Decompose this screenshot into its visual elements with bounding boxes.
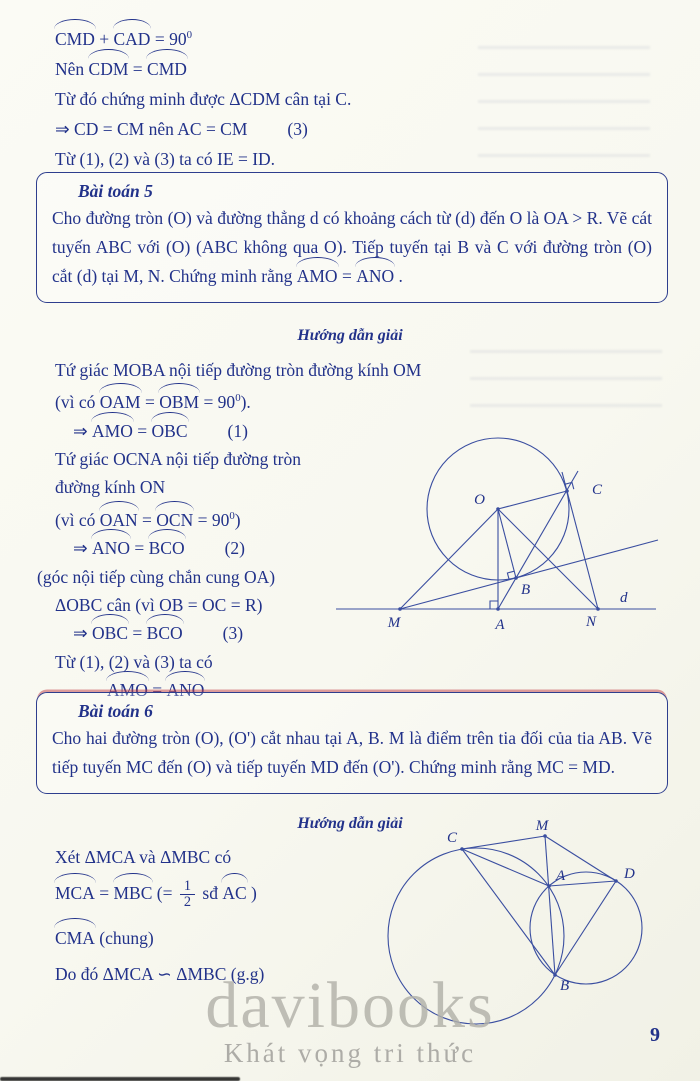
fraction: $\frac{1}{2}$ <box>180 879 195 912</box>
point-C <box>565 489 569 493</box>
solution-line: Từ (1), (2) và (3) ta có <box>55 651 213 672</box>
label-B: B <box>521 582 531 598</box>
solution-line: (vì có OAN = OCN = $90^0$) <box>55 502 389 534</box>
solution-line: MCA = MBC (= $\frac{1}{2}$ sđ AC ) <box>55 877 257 911</box>
label-D: D <box>624 866 635 882</box>
problem-5-title: Bài toán 5 <box>78 181 153 201</box>
solution-line: Tứ giác MOBA nội tiếp đường tròn đường kính OM <box>55 360 422 380</box>
label-N: N <box>585 614 597 630</box>
solution-heading-2: Hướng dẫn giải <box>297 815 403 832</box>
problem-6-title: Bài toán 6 <box>78 701 153 721</box>
solution-line: ⇒ OBC = BCO (3) <box>55 619 389 647</box>
solution-line: CMA (chung) <box>55 923 385 953</box>
label-O: O <box>474 492 485 508</box>
previous-proof-block <box>55 20 665 174</box>
solution-conclusion: AMO = ANO <box>55 676 389 704</box>
label-B: B <box>560 978 570 994</box>
point-B <box>514 576 518 580</box>
proof-line: Từ (1), (2) và (3) ta có IE = ID. <box>55 148 276 169</box>
point-N <box>596 607 600 611</box>
segment-OB <box>498 509 516 578</box>
point-O <box>496 507 500 511</box>
watermark-slogan: Khát vọng tri thức <box>223 1038 477 1068</box>
proof-line: CMD + CAD = $90^0$ <box>55 20 665 54</box>
solution-line: ⇒ ANO = BCO (2) <box>55 534 389 562</box>
label-C: C <box>592 482 603 498</box>
solution-line: (vì có OAM = OBM = $90^0$). <box>55 384 389 416</box>
problem-6-statement: Cho hai đường tròn (O), (O') cắt nhau tại A, B. M là điểm trên tia đối của tia AB. Vẽ tiếp tuyến MC đến (O) và tiếp tuyến MD đến (O'). Chứng minh rằng MC = MD. <box>52 728 652 777</box>
point-A <box>547 884 551 888</box>
point-C <box>460 847 464 851</box>
proof-line: Từ đó chứng minh được ΔCDM cân tại C. <box>55 88 352 109</box>
segment-MB <box>545 836 555 975</box>
solution-heading-1: Hướng dẫn giải <box>297 327 403 344</box>
solution-line: Xét ΔMCA và ΔMBC có <box>55 847 232 867</box>
label-M: M <box>387 615 401 631</box>
point-A <box>496 607 500 611</box>
segment-ON <box>498 509 598 609</box>
label-A: A <box>556 868 566 884</box>
solution-line: (góc nội tiếp cùng chắn cung OA) <box>37 566 276 587</box>
problem-6-box <box>36 692 668 794</box>
problem-5-statement: Cho đường tròn (O) và đường thẳng d có khoảng cách từ (d) đến O là OA > R. Vẽ cát tuyến ABC với (O) (ABC không qua O). Tiếp tuyến tại B và C với đường tròn (O) cắt (d) tại M, N. Chứng minh rằng AMO = ANO . <box>52 204 652 291</box>
page-number: 9 <box>650 1024 660 1046</box>
chord-CB <box>462 849 555 975</box>
label-M: M <box>535 818 549 834</box>
problem-5-box <box>36 172 668 303</box>
segment-OM <box>400 509 498 609</box>
solution-line: Do đó ΔMCA ∽ ΔMBC (g.g) <box>55 964 265 985</box>
scan-edge-artifact <box>0 1077 240 1081</box>
solution-line: ΔOBC cân (vì OB = OC = R) <box>55 594 263 615</box>
point-M <box>543 834 547 838</box>
label-A: A <box>495 617 505 633</box>
solution-line: ⇒ AMO = OBC (1) <box>55 417 389 445</box>
point-D <box>614 879 618 883</box>
proof-line: Nên CDM = CMD <box>55 54 665 84</box>
label-C: C <box>446 830 457 846</box>
solution-line: Tứ giác OCNA nội tiếp đường tròn <box>55 449 301 470</box>
problem-5-geometry-diagram <box>328 416 668 651</box>
davibooks-watermark: davibooks <box>205 969 495 1042</box>
proof-line: ⇒ CD = CM nên AC = CM (3) <box>55 118 308 139</box>
segment-OC <box>498 491 567 509</box>
label-d: d <box>620 590 628 606</box>
point-M <box>398 607 402 611</box>
solution-line: đường kính ON <box>55 477 166 498</box>
equation-number: (3) <box>287 118 308 139</box>
tangent-MC <box>462 836 545 849</box>
